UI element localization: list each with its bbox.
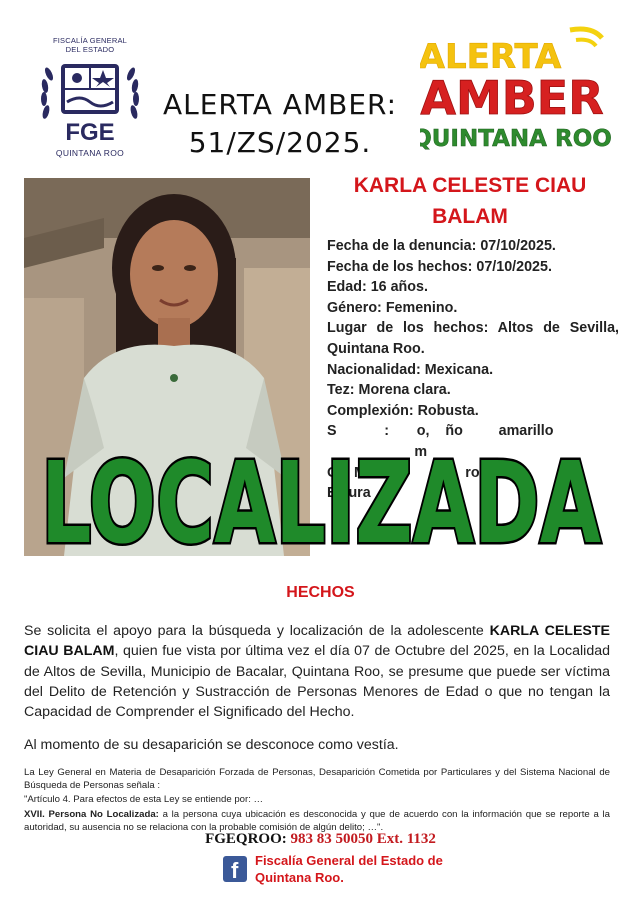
fge-region: QUINTANA ROO — [55, 148, 125, 158]
facebook-page-name — [255, 852, 443, 886]
detail-value: 07/10/2025. — [480, 238, 556, 254]
detail-value: 07/10/2025. — [476, 258, 552, 275]
detail-label: Fecha de la denuncia: — [327, 238, 477, 254]
facebook-page-line2: Quintana Roo. — [255, 870, 344, 885]
hechos-paragraph: Se solicita el apoyo para la búsqueda y localización de la adolescente KARLA CELESTE CIAU BALAM, quien fue vista por última vez el día 07 de Octubre del 2025, en la Localidad de Altos de Sevilla, Municipio de Bacalar, Quintana Roo, se presume que puede ser víctima del Delito de Retención y Sustracción de Personas Menores de Edad o que no tengan la Capacidad de Comprender el Significado del Hecho. — [24, 623, 610, 721]
alert-title — [160, 86, 400, 162]
amber-logo-line3: QUINTANA ROO — [420, 126, 612, 152]
detail-value: Morena clara. — [358, 382, 451, 399]
facebook-link[interactable] — [223, 852, 443, 886]
detail-value: Robusta. — [417, 402, 479, 419]
legal-definition: XVII. Persona No Localizada: a la persona cuya ubicación es desconocida y que de acuerdo con la información que se reporte a la autoridad, su ausencia no se relaciona con la probable comisión de algún delito; …". — [24, 808, 610, 833]
contact-label: FGEQROO: — [205, 831, 287, 847]
detail-row — [327, 277, 619, 298]
detail-value: Altos de Sevilla, — [497, 320, 619, 337]
alert-number: 51/ZS/2025. — [188, 126, 372, 159]
detail-label: Género: — [327, 299, 382, 316]
detail-value: 16 años. — [370, 279, 428, 296]
detail-row — [327, 236, 619, 257]
detail-row-obscured: S : o, ño amarillo — [327, 423, 554, 440]
person-name-line1: KARLA CELESTE CIAU — [353, 174, 587, 197]
detail-label: Lugar de los hechos: — [327, 320, 489, 337]
legal-intro: La Ley General en Materia de Desaparición Forzada de Personas, Desaparición Cometida por Particulares y del Sistema Nacional de Búsqueda de Personas señala : — [24, 767, 610, 792]
legal-text — [24, 766, 610, 835]
phone-number[interactable]: 983 83 50050 Ext. 1132 — [290, 831, 436, 847]
amber-logo-line2: AMBER — [420, 71, 604, 125]
person-name-line2: BALAM — [432, 205, 508, 228]
detail-row-obscured: m — [414, 443, 428, 460]
contact-phone — [0, 831, 641, 848]
detail-row — [327, 298, 619, 319]
hechos-heading: HECHOS — [286, 584, 355, 601]
detail-row — [327, 257, 619, 278]
detail-row — [327, 360, 619, 381]
detail-value: Mexicana. — [424, 361, 494, 378]
fge-org-line2: DEL ESTADO — [65, 45, 115, 54]
signal-wave-icon — [570, 29, 602, 38]
fge-shield-icon — [35, 56, 145, 146]
detail-row — [327, 339, 619, 360]
person-name — [320, 170, 620, 232]
detail-row-obscured: O M s, ro. — [327, 464, 484, 481]
amber-logo-line1: ALERTA — [420, 37, 562, 77]
detail-value: Femenino. — [385, 299, 458, 316]
localizada-text: LOCALIZADA — [40, 439, 601, 560]
legal-article: "Artículo 4. Para efectos de esta Ley se entiende por: … — [24, 794, 264, 806]
detail-row — [327, 318, 619, 339]
detail-label: Tez: — [327, 382, 355, 399]
alerta-amber-logo — [420, 22, 620, 158]
detail-label: Complexión: — [327, 402, 414, 419]
fge-org-line1: FISCALÍA GENERAL — [52, 36, 128, 45]
facebook-page-line1: Fiscalía General del Estado de — [255, 853, 443, 868]
detail-label: Nacionalidad: — [327, 361, 421, 378]
detail-row-obscured: E ura — [327, 485, 371, 502]
clothing-note: Al momento de su desaparición se desconoce como vestía. — [24, 737, 399, 753]
fge-logo — [30, 36, 150, 162]
alert-title-line1: ALERTA AMBER: — [162, 88, 398, 121]
facebook-icon: f — [223, 856, 247, 882]
person-name-inline: KARLA CELESTE CIAU BALAM — [24, 623, 610, 660]
detail-value: Quintana Roo. — [327, 340, 425, 357]
fge-acronym: FGE — [65, 119, 115, 146]
detail-label: Fecha de los hechos: — [327, 258, 473, 275]
localizada-stamp — [0, 414, 641, 560]
detail-label: Edad: — [327, 279, 367, 296]
detail-row — [327, 380, 619, 401]
